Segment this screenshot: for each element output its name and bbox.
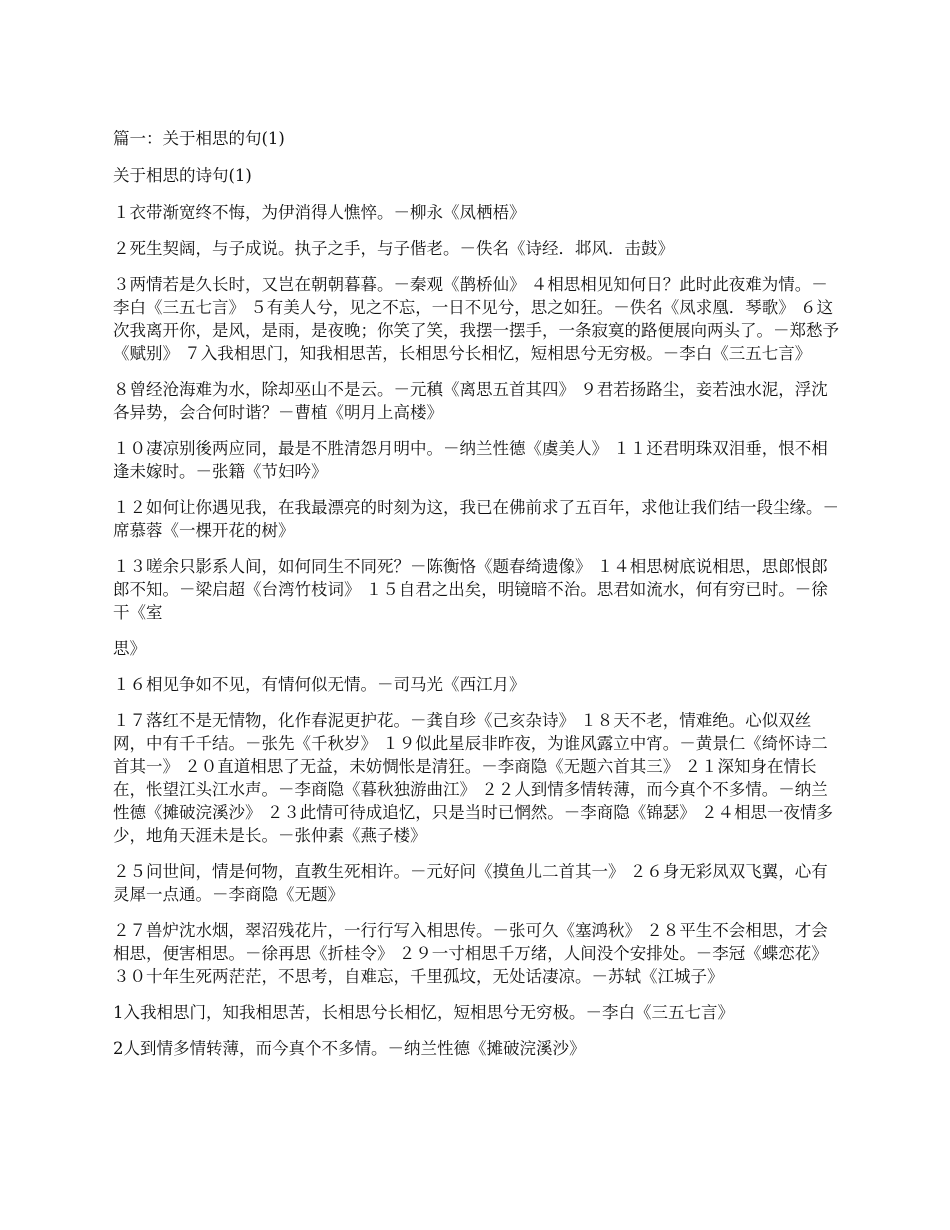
poem-paragraph: ２７兽炉沈水烟，翠沼残花片，一行行写入相思传。－张可久《塞鸿秋》 ２８平生不会相思，才会相思，便害相思。－徐再思《折桂令》 ２９一寸相思千万绪，人间没个安排处。－李冠《蝶恋花》 ３０十年生死两茫茫，不思考，自难忘，千里孤坟，无处话凄凉。－苏轼《江城子》	[113, 921, 833, 986]
poem-paragraph: 1入我相思门，知我相思苦，长相思兮长相忆，短相思兮无穷极。－李白《三五七言》	[113, 1003, 734, 1022]
poem-paragraph: 思》	[113, 639, 146, 658]
poem-paragraph: ８曾经沧海难为水，除却巫山不是云。－元稹《离思五首其四》 ９君若扬路尘，妾若浊水泥，浮沈各异势，会合何时谐？－曹植《明月上高楼》	[113, 380, 828, 422]
poem-paragraph: １６相见争如不见，有情何似无情。－司马光《西江月》	[113, 675, 526, 694]
poem-paragraph: １０凄凉别後两应同，最是不胜清怨月明中。－纳兰性德《虞美人》 １１还君明珠双泪垂，恨不相逢未嫁时。－张籍《节妇吟》	[113, 439, 828, 481]
poem-paragraph: ３两情若是久长时，又岂在朝朝暮暮。－秦观《鹊桥仙》 ４相思相见知何日？此时此夜难为情。－李白《三五七言》 ５有美人兮，见之不忘，一日不见兮，思之如狂。－佚名《凤求凰．琴歌》 ６这次我离开你，是风，是雨，是夜晚；你笑了笑，我摆一摆手，一条寂寞的路便展向两头了。－郑愁予《赋别》 ７入我相思门，知我相思苦，长相思兮长相忆，短相思兮无穷极。－李白《三五七言》	[113, 275, 839, 363]
poem-paragraph: １７落红不是无情物，化作春泥更护花。－龚自珍《己亥杂诗》 １８天不老，情难绝。心似双丝网，中有千千结。－张先《千秋岁》 １９似此星辰非昨夜，为谁风露立中宵。－黄景仁《绮怀诗二首其一》 ２０直道相思了无益，未妨惆怅是清狂。－李商隐《无题六首其三》 ２１深知身在情长在，怅望江头江水声。－李商隐《暮秋独游曲江》 ２２人到情多情转薄，而今真个不多情。－纳兰性德《摊破浣溪沙》 ２３此情可待成追忆，只是当时已惘然。－李商隐《锦瑟》 ２４相思一夜情多少，地角天涯未是长。－张仲素《燕子楼》	[113, 711, 833, 845]
document-heading: 篇一：关于相思的句(1)	[113, 129, 285, 148]
document-body	[113, 127, 841, 1073]
poem-paragraph: 2人到情多情转薄，而今真个不多情。－纳兰性德《摊破浣溪沙》	[113, 1039, 586, 1058]
poem-paragraph: ２５问世间，情是何物，直教生死相许。－元好问《摸鱼儿二首其一》 ２６身无彩凤双飞翼，心有灵犀一点通。－李商隐《无题》	[113, 862, 828, 904]
poem-paragraph: ２死生契阔，与子成说。执子之手，与子偕老。－佚名《诗经．邶风．击鼓》	[113, 239, 674, 258]
document-subheading: 关于相思的诗句(1)	[113, 166, 252, 185]
poem-paragraph: １３嗟余只影系人间，如何同生不同死？－陈衡恪《题春绮遗像》 １４相思树底说相思，思郎恨郎郎不知。－梁启超《台湾竹枝词》 １５自君之出矣，明镜暗不治。思君如流水，何有穷已时。－徐干《室	[113, 557, 828, 622]
poem-paragraph: １２如何让你遇见我，在我最漂亮的时刻为这，我已在佛前求了五百年，求他让我们结一段尘缘。－席慕蓉《一棵开花的树》	[113, 498, 839, 540]
poem-paragraph: １衣带渐宽终不悔，为伊消得人憔悴。－柳永《凤栖梧》	[113, 203, 526, 222]
